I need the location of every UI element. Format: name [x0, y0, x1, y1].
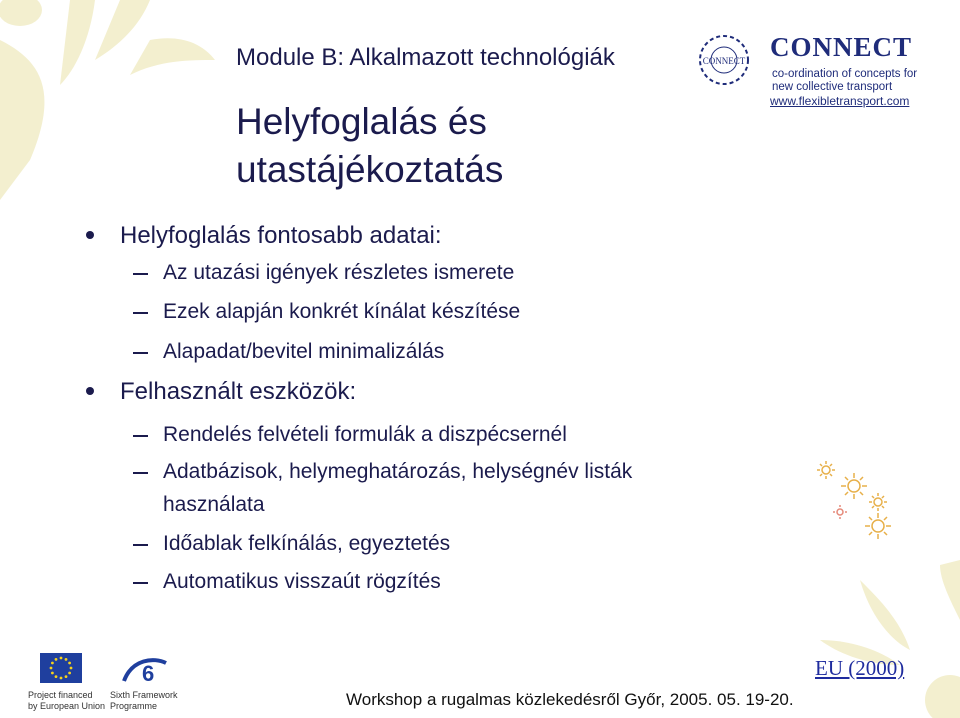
- list-item: [163, 527, 450, 561]
- list-item-text: Az utazási igények részletes ismerete: [163, 261, 515, 284]
- dash-icon: [133, 472, 148, 474]
- eu-flag-icon: [40, 653, 82, 683]
- list-item: [163, 565, 441, 599]
- list-item-text: Időablak felkínálás, egyeztetés: [163, 532, 451, 555]
- connect-ring-emblem-icon: [690, 30, 760, 90]
- svg-text:6: 6: [142, 661, 155, 686]
- list-item-text: Adatbázisok, helymeghatározás, helységnév listák: [163, 460, 633, 483]
- bullet-dot-icon: [86, 387, 94, 395]
- list-item-text: Automatikus visszaút rögzítés: [163, 570, 441, 593]
- list-item-text: Rendelés felvételi formulák a diszpécsernél: [163, 423, 567, 446]
- bullet-dot-icon: [86, 231, 94, 239]
- list-item: [163, 418, 567, 452]
- title-line-1: Helyfoglalás és: [236, 101, 487, 142]
- list-item-text: Ezek alapján konkrét kínálat készítése: [163, 300, 521, 323]
- dash-icon: [133, 312, 148, 314]
- list-item: [163, 256, 514, 290]
- list-item-text: használata: [163, 493, 265, 516]
- list-item: [163, 455, 632, 489]
- list-item: [163, 295, 520, 329]
- title-line-2: utastájékoztatás: [236, 149, 504, 190]
- list-item-text: Alapadat/bevitel minimalizálás: [163, 340, 445, 363]
- dash-icon: [133, 544, 148, 546]
- fp6-caption: [110, 690, 178, 712]
- logo-tagline-1: co-ordination of concepts for: [772, 68, 918, 80]
- logo-tagline-2: new collective transport: [772, 81, 893, 93]
- background-sunburst-bottom: [800, 560, 960, 718]
- dash-icon: [133, 352, 148, 354]
- heading-text: Helyfoglalás fontosabb adatai:: [120, 222, 442, 249]
- connect-logo: [690, 30, 940, 115]
- module-label: Module B: Alkalmazott technológiák: [236, 44, 615, 71]
- dash-icon: [133, 435, 148, 437]
- footer-workshop: Workshop a rugalmas közlekedésről Győr, 2005. 05. 19-20.: [346, 690, 794, 709]
- heading-text: Felhasznált eszközök:: [120, 378, 357, 405]
- sun-decoration-icon: [812, 458, 902, 548]
- dash-icon: [133, 582, 148, 584]
- eu-link[interactable]: EU (2000): [815, 656, 905, 680]
- eu-caption-line-1: Project financed: [28, 690, 93, 700]
- fp6-caption-line-1: Sixth Framework: [110, 690, 178, 700]
- slide-title: [236, 98, 656, 194]
- ring-text: CONNECT: [702, 56, 746, 66]
- eu-caption-line-2: by European Union: [28, 701, 106, 711]
- list-item-continuation: [163, 488, 265, 522]
- logo-url-link[interactable]: www.flexibletransport.com: [770, 94, 910, 108]
- logo-brand: CONNECT: [770, 32, 913, 62]
- dash-icon: [133, 273, 148, 275]
- sixth-framework-logo-icon: [120, 655, 170, 687]
- bullet-heading-reservation: [120, 222, 442, 250]
- list-item: [163, 335, 444, 369]
- fp6-caption-line-2: Programme: [110, 701, 158, 711]
- bullet-heading-tools: [120, 378, 356, 406]
- background-sunburst-top: [0, 0, 230, 210]
- eu-caption: [28, 690, 105, 712]
